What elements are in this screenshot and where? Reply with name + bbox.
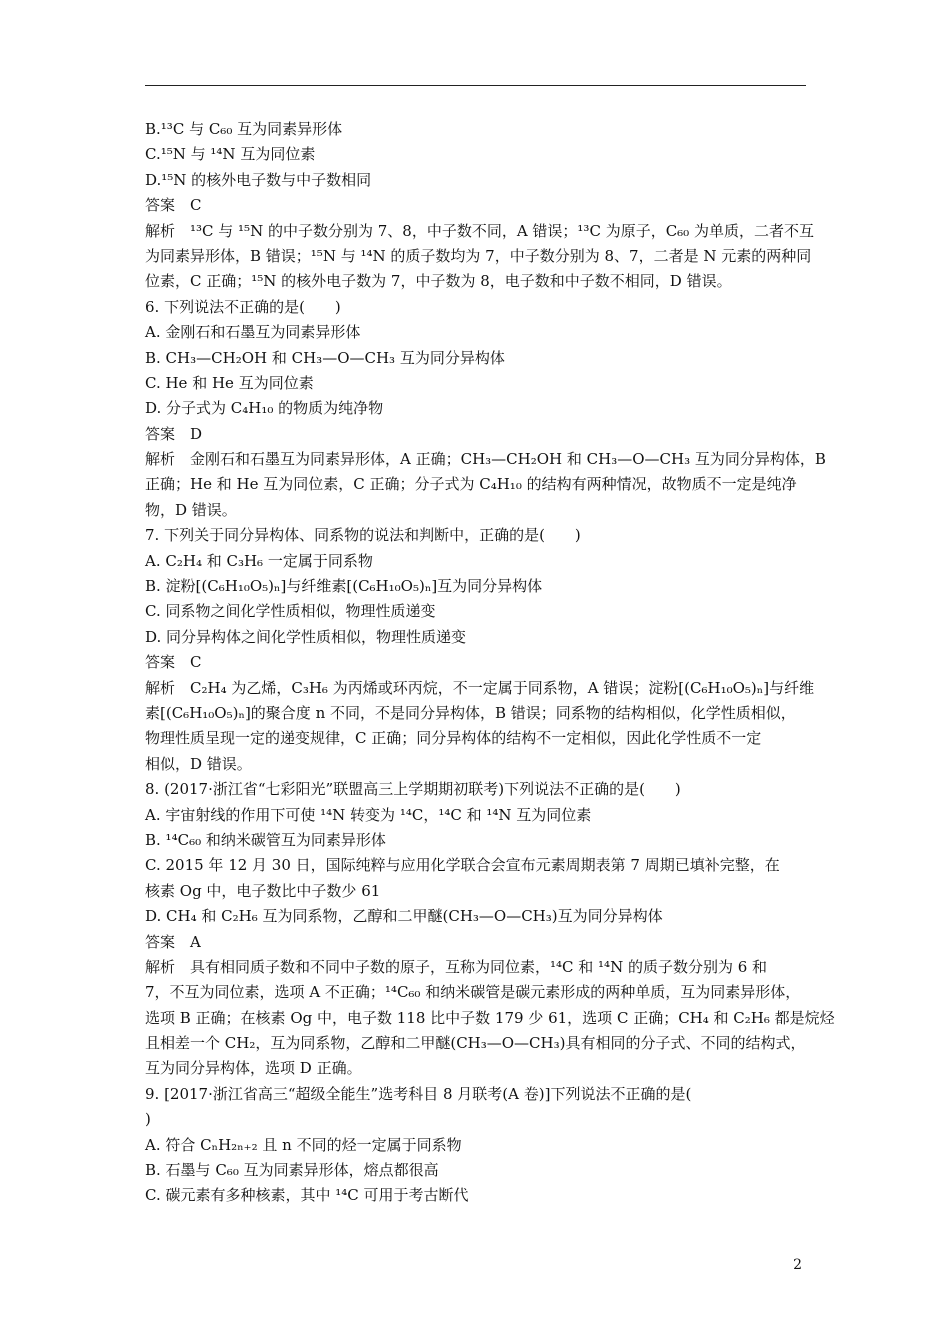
text-line: B. 淀粉[(C₆H₁₀O₅)ₙ]与纤维素[(C₆H₁₀O₅)ₙ]互为同分异构体: [145, 577, 543, 596]
text-line: 位素，C 正确；¹⁵N 的核外电子数为 7，中子数为 8，电子数和中子数不相同，D 错误。: [145, 272, 732, 291]
text-line: 为同素异形体，B 错误；¹⁵N 与 ¹⁴N 的质子数均为 7，中子数分别为 8、7，二者是 N 元素的两种同: [145, 246, 812, 265]
text-line: A. C₂H₄ 和 C₃H₆ 一定属于同系物: [145, 551, 373, 570]
text-line: D.¹⁵N 的核外电子数与中子数相同: [145, 170, 372, 189]
text-line: 解析 ¹³C 与 ¹⁵N 的中子数分别为 7、8，中子数不同，A 错误；¹³C 为原子，C₆₀ 为单质，二者不互: [145, 221, 814, 240]
text-line: 答案 D: [145, 424, 203, 443]
text-line: B. CH₃—CH₂OH 和 CH₃—O—CH₃ 互为同分异构体: [145, 348, 505, 367]
text-line: 解析 金刚石和石墨互为同素异形体，A 正确；CH₃—CH₂OH 和 CH₃—O—CH₃ 互为同分异构体，B: [145, 450, 826, 469]
text-line: 素[(C₆H₁₀O₅)ₙ]的聚合度 n 不同，不是同分异构体，B 错误；同系物的结构相似，化学性质相似，: [145, 703, 796, 722]
text-line: ): [145, 1110, 151, 1129]
text-line: 6. 下列说法不正确的是( ): [145, 297, 341, 316]
text-line: D. CH₄ 和 C₂H₆ 互为同系物，乙醇和二甲醚(CH₃—O—CH₃)互为同分异构体: [145, 907, 663, 926]
text-line: C. 同系物之间化学性质相似，物理性质递变: [145, 602, 436, 621]
text-line: 解析 C₂H₄ 为乙烯，C₃H₆ 为丙烯或环丙烷，不一定属于同系物，A 错误；淀粉[(C₆H₁₀O₅)ₙ]与纤维: [145, 678, 815, 697]
text-line: 正确；He 和 He 互为同位素，C 正确；分子式为 C₄H₁₀ 的结构有两种情况，故物质不一定是纯净: [145, 475, 797, 494]
text-line: 7. 下列关于同分异构体、同系物的说法和判断中，正确的是( ): [145, 526, 581, 545]
text-line: 物理性质呈现一定的递变规律，C 正确；同分异构体的结构不一定相似，因此化学性质不一定: [145, 729, 762, 748]
page-number: 2: [793, 1257, 802, 1273]
text-line: 且相差一个 CH₂，互为同系物，乙醇和二甲醚(CH₃—O—CH₃)具有相同的分子式、不同的结构式，: [145, 1034, 806, 1053]
text-line: 解析 具有相同质子数和不同中子数的原子，互称为同位素，¹⁴C 和 ¹⁴N 的质子数分别为 6 和: [145, 957, 768, 976]
text-line: 9. [2017·浙江省高三“超级全能生”选考科目 8 月联考(A 卷)]下列说法不正确的是(: [145, 1084, 692, 1103]
text-line: C. 碳元素有多种核素，其中 ¹⁴C 可用于考古断代: [145, 1186, 469, 1205]
text-line: 答案 A: [145, 932, 201, 951]
text-line: 7，不互为同位素，选项 A 不正确；¹⁴C₆₀ 和纳米碳管是碳元素形成的两种单质，互为同素异形体，: [145, 983, 801, 1002]
text-line: D. 同分异构体之间化学性质相似，物理性质递变: [145, 627, 467, 646]
text-line: A. 金刚石和石墨互为同素异形体: [145, 323, 361, 342]
text-line: C.¹⁵N 与 ¹⁴N 互为同位素: [145, 145, 316, 164]
text-line: A. 宇宙射线的作用下可使 ¹⁴N 转变为 ¹⁴C，¹⁴C 和 ¹⁴N 互为同位素: [145, 805, 592, 824]
text-line: 答案 C: [145, 653, 202, 672]
text-line: A. 符合 CₙH₂ₙ₊₂ 且 n 不同的烃一定属于同系物: [145, 1135, 462, 1154]
text-line: 互为同分异构体，选项 D 正确。: [145, 1059, 362, 1078]
text-line: B. ¹⁴C₆₀ 和纳米碳管互为同素异形体: [145, 830, 386, 849]
text-line: 核素 Og 中，电子数比中子数少 61: [145, 881, 381, 900]
text-line: 物，D 错误。: [145, 500, 237, 519]
text-line: C. 2015 年 12 月 30 日，国际纯粹与应用化学联合会宣布元素周期表第 7 周期已填补完整，在: [145, 856, 780, 875]
text-line: 答案 C: [145, 196, 202, 215]
text-line: 相似，D 错误。: [145, 754, 252, 773]
text-line: 选项 B 正确；在核素 Og 中，电子数 118 比中子数 179 少 61，选项 C 正确；CH₄ 和 C₂H₆ 都是烷烃: [145, 1008, 835, 1027]
text-line: C. He 和 He 互为同位素: [145, 373, 314, 392]
text-line: 8. (2017·浙江省“七彩阳光”联盟高三上学期期初联考)下列说法不正确的是( ): [145, 780, 681, 799]
header-rule: [145, 85, 806, 86]
text-line: D. 分子式为 C₄H₁₀ 的物质为纯净物: [145, 399, 384, 418]
text-line: B. 石墨与 C₆₀ 互为同素异形体，熔点都很高: [145, 1161, 439, 1180]
text-line: B.¹³C 与 C₆₀ 互为同素异形体: [145, 120, 343, 138]
document-body: [145, 117, 835, 1209]
